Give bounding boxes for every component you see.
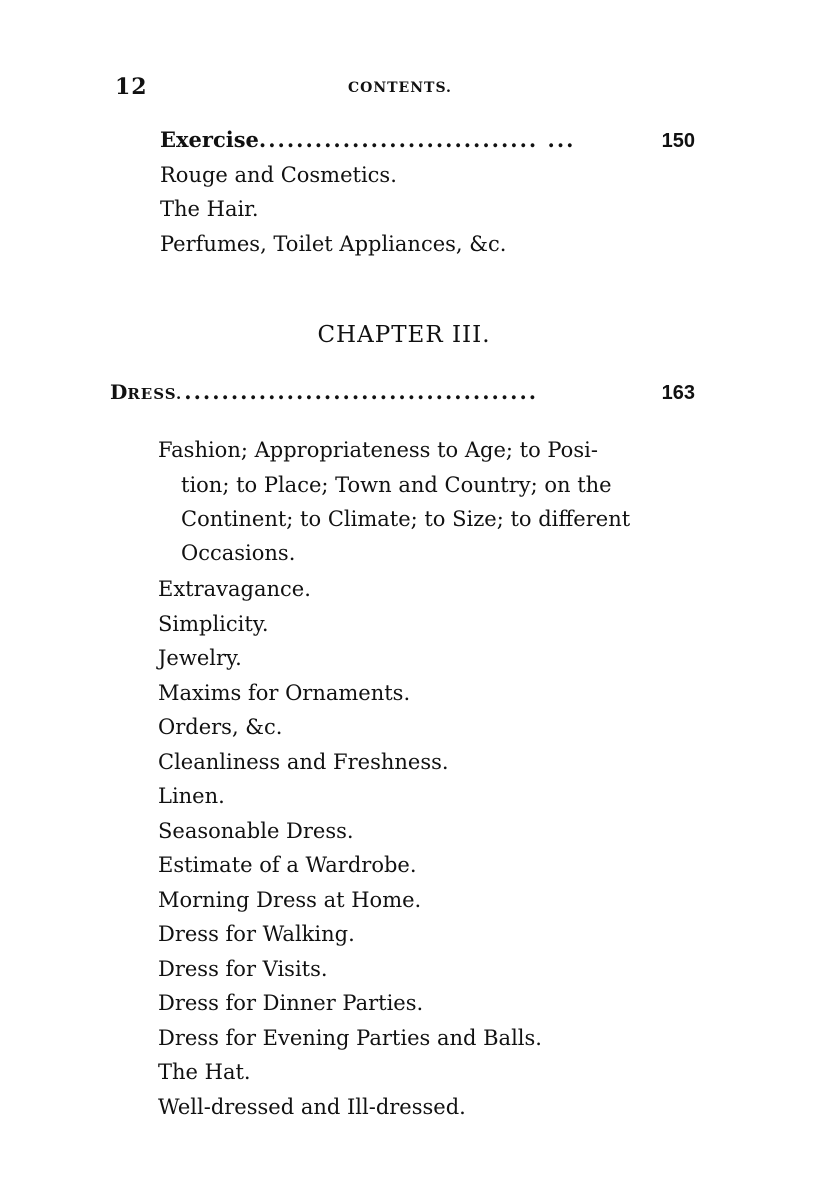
chapter-heading: CHAPTER III. (317, 322, 491, 348)
chapter-title-entry (110, 380, 695, 406)
toc-entry-fashion-line: Occasions. (181, 541, 296, 565)
toc-entry-fashion-line: tion; to Place; Town and Country; on the (181, 473, 612, 497)
toc-entry: Maxims for Ornaments. (158, 681, 411, 705)
toc-entry: Perfumes, Toilet Appliances, &c. (160, 232, 507, 256)
toc-page-ref: 163 (661, 382, 695, 404)
toc-entry: Cleanliness and Freshness. (158, 750, 449, 774)
toc-entry-label: Exercise. (160, 127, 267, 152)
toc-entry: Rouge and Cosmetics. (160, 163, 397, 187)
toc-entry: Dress for Visits. (158, 957, 328, 981)
toc-entry-fashion-line: Fashion; Appropriateness to Age; to Posi- (158, 438, 598, 462)
toc-entry-fashion-line: Continent; to Climate; to Size; to different (181, 507, 631, 531)
toc-entry: Estimate of a Wardrobe. (158, 853, 417, 877)
page-number: 12 (115, 74, 148, 100)
toc-entry: Linen. (158, 784, 225, 808)
toc-entry: Dress for Dinner Parties. (158, 991, 424, 1015)
chapter-title-initial: D (110, 380, 128, 404)
toc-entry: Dress for Evening Parties and Balls. (158, 1026, 542, 1050)
toc-entry: Orders, &c. (158, 715, 283, 739)
toc-entry: Extravagance. (158, 577, 311, 601)
running-title: CONTENTS. (348, 80, 452, 96)
dot-leader: ...................................... (184, 380, 539, 404)
toc-entry: Seasonable Dress. (158, 819, 354, 843)
chapter-title-rest: RESS. (127, 385, 183, 403)
toc-entry-exercise (160, 128, 695, 153)
toc-entry: The Hair. (160, 197, 259, 221)
toc-entry: Morning Dress at Home. (158, 888, 422, 912)
toc-entry: The Hat. (158, 1060, 251, 1084)
dot-leader: ............................. ... (268, 128, 576, 152)
toc-page-ref: 150 (661, 130, 695, 152)
toc-entry: Simplicity. (158, 612, 269, 636)
toc-entry: Well-dressed and Ill-dressed. (158, 1095, 466, 1119)
toc-entry: Dress for Walking. (158, 922, 355, 946)
toc-entry: Jewelry. (158, 646, 242, 670)
chapter-title (110, 380, 182, 406)
